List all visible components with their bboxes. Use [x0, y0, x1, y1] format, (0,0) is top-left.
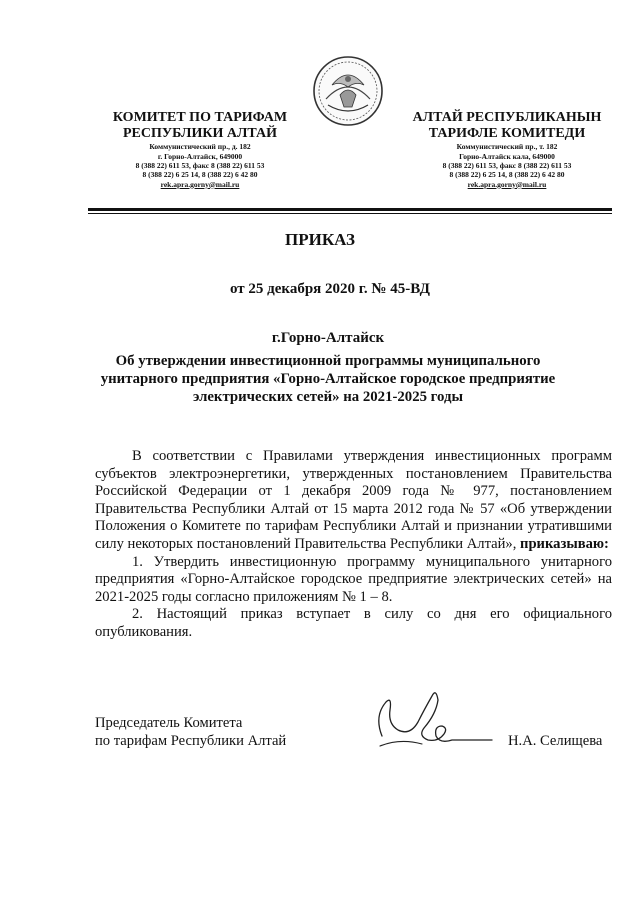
- signatory-position: [95, 715, 286, 750]
- document-subject: [8, 352, 640, 406]
- signatory-position-line-1: Председатель Комитета: [95, 715, 243, 731]
- republic-altai-emblem-icon: [312, 55, 384, 127]
- document-body: [95, 448, 612, 642]
- header-left-address-2: г. Горно-Алтайск, 649000: [157, 151, 243, 161]
- signatory-position-line-2: по тарифам Республики Алтай: [95, 732, 287, 749]
- signatory-name: Н.А. Селищева: [508, 733, 603, 749]
- document-date-number: от 25 декабря 2020 г. № 45-ВД: [230, 281, 430, 297]
- header-divider-thin: [88, 213, 612, 214]
- document-item-2: 2. Настоящий приказ вступает в силу со дня его официального опубликования.: [95, 606, 612, 640]
- header-left-title-1: КОМИТЕТ ПО ТАРИФАМ: [112, 110, 288, 125]
- preamble-text: В соответствии с Правилами утверждения инвестиционных программ субъектов электроэнергетики, утвержденных постановлением Правительства Российской Федерации от 1 декабря 2009 года № 977, постановлением Правительства Республики Алтай от 15 марта 2012 года № 57 «Об утверждении Положения о Комитете по тарифам Республики Алтай и признании утратившими силу некоторых постановлений Правительства Республики Алтай»,: [95, 448, 612, 552]
- document-item-1: 1. Утвердить инвестиционную программу муниципального унитарного предприятия «Горно-Алтайское городское предприятие электрических сетей» на 2021-2025 годы согласно приложениям № 1 – 8.: [95, 553, 612, 605]
- order-word: приказываю:: [520, 535, 609, 552]
- header-left-title-2: РЕСПУБЛИКИ АЛТАЙ: [122, 126, 278, 142]
- header-right-title-2: ТАРИФЛЕ КОМИТЕДИ: [428, 126, 586, 142]
- header-right-phone-1: 8 (388 22) 611 53, факс 8 (388 22) 611 53: [442, 160, 572, 170]
- header-left-phone-2: 8 (388 22) 6 25 14, 8 (388 22) 6 42 80: [142, 170, 258, 180]
- document-preamble: [95, 448, 612, 554]
- header-right: [402, 110, 612, 189]
- header-left-address-1: Коммунистический пр., д. 182: [149, 142, 251, 152]
- header-divider-thick: [88, 208, 612, 211]
- handwritten-signature: [370, 680, 495, 760]
- header-right-email[interactable]: rek.apra.gorny@mail.ru: [467, 179, 547, 189]
- header-left-phone-1: 8 (388 22) 611 53, факс 8 (388 22) 611 53: [135, 160, 265, 170]
- header-left-email[interactable]: rek.apra.gorny@mail.ru: [160, 179, 240, 189]
- document-city: г.Горно-Алтайск: [271, 330, 385, 346]
- header-right-address-2: Горно-Алтайск кала, 649000: [459, 151, 555, 161]
- header-right-address-1: Коммунистический пр., т. 182: [456, 142, 558, 152]
- document-subject-line-2: унитарного предприятия «Горно-Алтайское городское предприятие: [100, 371, 556, 387]
- document-type: ПРИКАЗ: [285, 230, 355, 249]
- header-left: [100, 110, 300, 189]
- document-subject-line-3: электрических сетей» на 2021-2025 годы: [192, 389, 464, 405]
- header-right-phone-2: 8 (388 22) 6 25 14, 8 (388 22) 6 42 80: [449, 170, 565, 180]
- document-subject-line-1: Об утверждении инвестиционной программы муниципального: [115, 353, 541, 369]
- header-right-title-1: АЛТАЙ РЕСПУБЛИКАНЫН: [412, 110, 602, 125]
